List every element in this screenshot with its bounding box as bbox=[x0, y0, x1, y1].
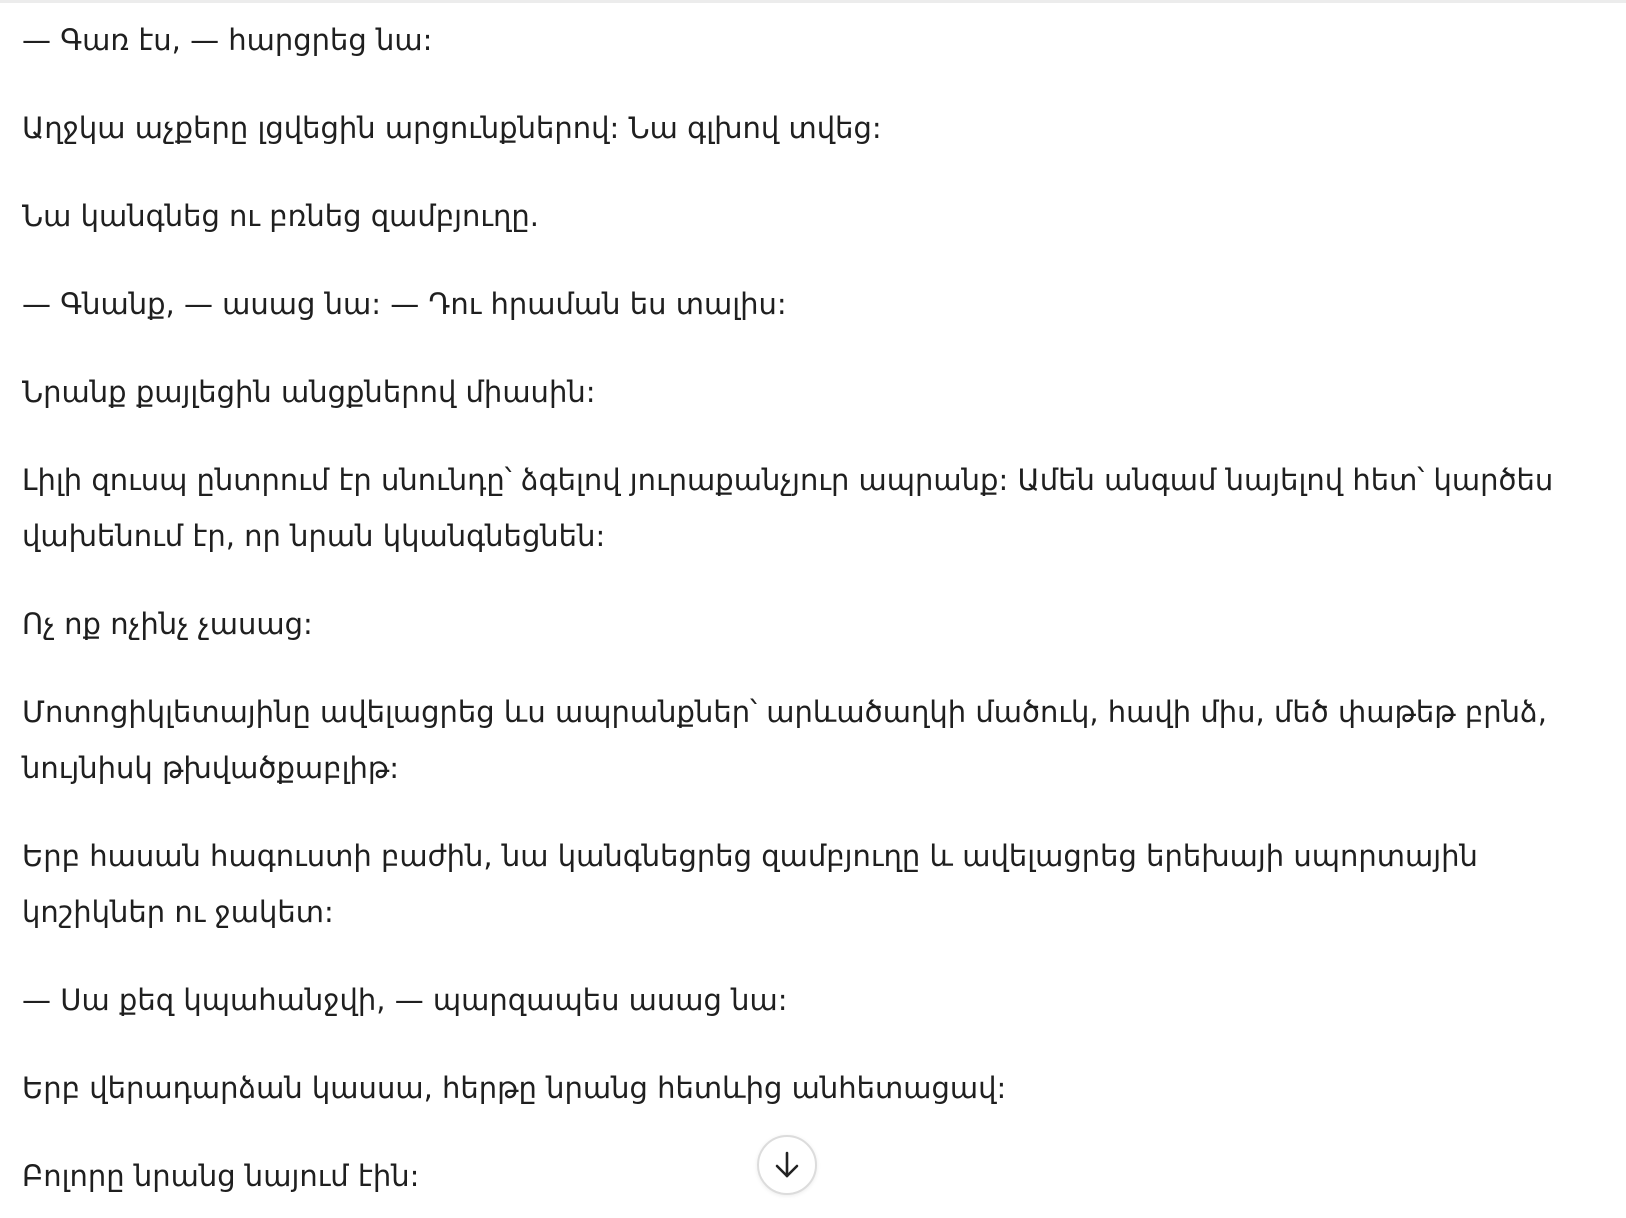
top-divider bbox=[0, 0, 1626, 3]
message-paragraph: Երբ վերադարձան կասսա, հերթը նրանց հետևից անհետացավ: bbox=[22, 1071, 1007, 1105]
message-paragraph: — Գնանք, — ասաց նա: — Դու հրաման ես տալիս: bbox=[22, 287, 787, 321]
scroll-to-bottom-button[interactable] bbox=[757, 1135, 817, 1195]
message-paragraph: — Սա քեզ կպահանջվի, — պարզապես ասաց նա: bbox=[22, 983, 788, 1017]
message-paragraph: Երբ հասան հագուստի բաժին, նա կանգնեցրեց զամբյուղը և ավելացրեց երեխայի սպորտային կոշիկներ ու ջակետ: bbox=[22, 839, 1478, 929]
message-paragraph: Լիլի զուսպ ընտրում էր սնունդը՝ ձգելով յուրաքանչյուր ապրանք: Ամեն անգամ նայելով հետ՝ կարծես վախենում էր, որ նրան կկանգնեցնեն: bbox=[22, 463, 1554, 553]
message-paragraph: Ոչ ոք ոչինչ չասաց: bbox=[22, 607, 313, 641]
message-paragraph: Բոլորը նրանց նայում էին: bbox=[22, 1159, 420, 1193]
message-paragraph: Նրանք քայլեցին անցքներով միասին: bbox=[22, 375, 596, 409]
message-body bbox=[22, 12, 1582, 1218]
arrow-down-icon bbox=[773, 1150, 801, 1180]
message-paragraph: Մոտոցիկլետայինը ավելացրեց ևս ապրանքներ՝ արևածաղկի մածուկ, հավի միս, մեծ փաթեթ բրնձ, նույնիսկ թխվածքաբլիթ: bbox=[22, 695, 1547, 785]
message-paragraph: Աղջկա աչքերը լցվեցին արցունքներով: Նա գլխով տվեց: bbox=[22, 111, 882, 145]
message-paragraph: — Գառ էս, — հարցրեց նա: bbox=[22, 23, 433, 57]
message-paragraph: Նա կանգնեց ու բռնեց զամբյուղը. bbox=[22, 199, 540, 233]
